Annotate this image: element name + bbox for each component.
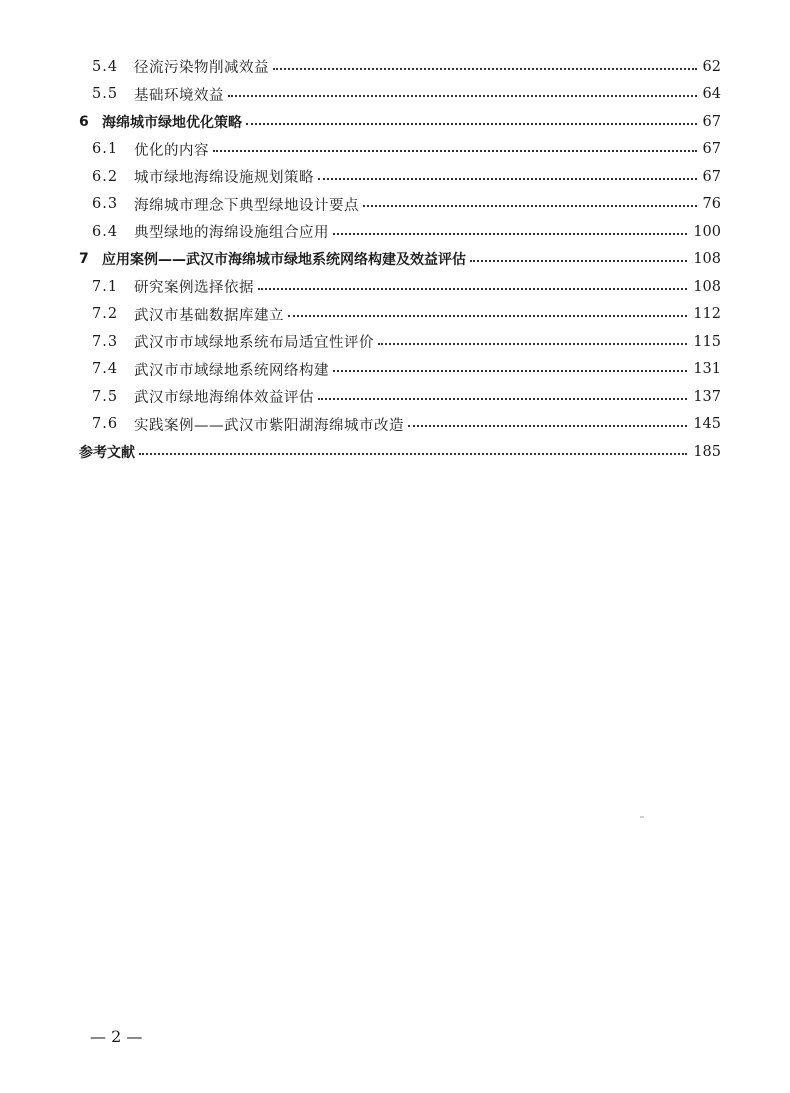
toc-entry-page: 100 [693,223,721,240]
toc-chapter-entry[interactable] [0,246,790,274]
toc-entry-title: 优化的内容 [134,142,209,159]
toc-entry-page: 145 [693,416,721,433]
toc-entry-page: 131 [693,361,721,378]
toc-entry-page: 67 [702,168,721,185]
toc-entry-number: 7.6 [92,416,119,433]
toc-entry[interactable] [0,163,790,191]
toc-entry-page: 67 [702,113,721,130]
toc-entry-title: 研究案例选择依据 [134,280,254,297]
dot-leader [139,453,687,455]
toc-entry[interactable] [0,218,790,246]
toc-entry-page: 185 [693,443,721,460]
dot-leader [258,288,687,290]
dot-leader [273,68,697,70]
toc-entry-number: 6.1 [92,141,119,158]
toc-entry-title: 城市绿地海绵设施规划策略 [134,170,314,187]
toc-entry-title: 武汉市市域绿地系统网络构建 [134,362,329,379]
toc-entry-title: 海绵城市绿地优化策略 [102,114,242,131]
toc-entry-page: 108 [693,251,721,268]
toc-entry[interactable] [0,81,790,109]
toc-entry-page: 64 [702,86,721,103]
dot-leader [470,260,687,262]
toc-entry[interactable] [0,301,790,329]
table-of-contents [0,53,790,466]
toc-entry-number: 6 [79,113,89,130]
toc-entry[interactable] [0,328,790,356]
dot-leader [333,233,687,235]
toc-entry[interactable] [0,273,790,301]
dot-leader [213,150,697,152]
toc-entry-title: 实践案例——武汉市紫阳湖海绵城市改造 [134,417,404,434]
toc-entry-page: 108 [693,278,721,295]
dot-leader [333,370,687,372]
dot-leader [288,315,687,317]
toc-entry-number: 7.2 [92,306,119,323]
toc-entry-page: 62 [702,58,721,75]
toc-entry-title: 武汉市市域绿地系统布局适宜性评价 [134,335,374,352]
toc-entry[interactable] [0,383,790,411]
toc-entry-number: 7.5 [92,388,119,405]
toc-entry-number: 7.1 [92,278,119,295]
dot-leader [408,425,687,427]
toc-entry[interactable] [0,53,790,81]
toc-entry-title: 武汉市绿地海绵体效益评估 [134,390,314,407]
toc-entry-number: 7.3 [92,333,119,350]
toc-entry[interactable] [0,191,790,219]
toc-entry-page: 115 [693,333,721,350]
toc-entry-title: 参考文献 [79,444,135,461]
dot-leader [318,398,687,400]
toc-entry-title: 应用案例——武汉市海绵城市绿地系统网络构建及效益评估 [102,252,466,269]
toc-entry-page: 137 [693,388,721,405]
dot-leader [378,343,687,345]
toc-chapter-entry[interactable] [0,108,790,136]
toc-entry-number: 7.4 [92,361,119,378]
toc-references-entry[interactable] [0,438,790,466]
toc-entry[interactable] [0,356,790,384]
dot-leader [246,123,697,125]
toc-entry-number: 5.5 [92,86,119,103]
toc-entry-number: 6.3 [92,196,119,213]
toc-entry-page: 112 [693,306,721,323]
toc-entry[interactable] [0,411,790,439]
toc-entry-title: 径流污染物削减效益 [134,60,269,77]
scan-artifact [640,816,644,818]
toc-entry-number: 5.4 [92,58,119,75]
toc-entry-number: 6.2 [92,168,119,185]
toc-entry-number: 7 [79,251,89,268]
toc-entry-page: 76 [702,196,721,213]
toc-entry-title: 基础环境效益 [134,87,224,104]
page-number: — 2 — [90,1027,143,1046]
toc-entry-number: 6.4 [92,223,119,240]
toc-entry[interactable] [0,136,790,164]
toc-entry-page: 67 [702,141,721,158]
dot-leader [318,178,697,180]
toc-entry-title: 武汉市基础数据库建立 [134,307,284,324]
toc-entry-title: 典型绿地的海绵设施组合应用 [134,225,329,242]
dot-leader [363,205,697,207]
dot-leader [228,95,697,97]
toc-entry-title: 海绵城市理念下典型绿地设计要点 [134,197,359,214]
